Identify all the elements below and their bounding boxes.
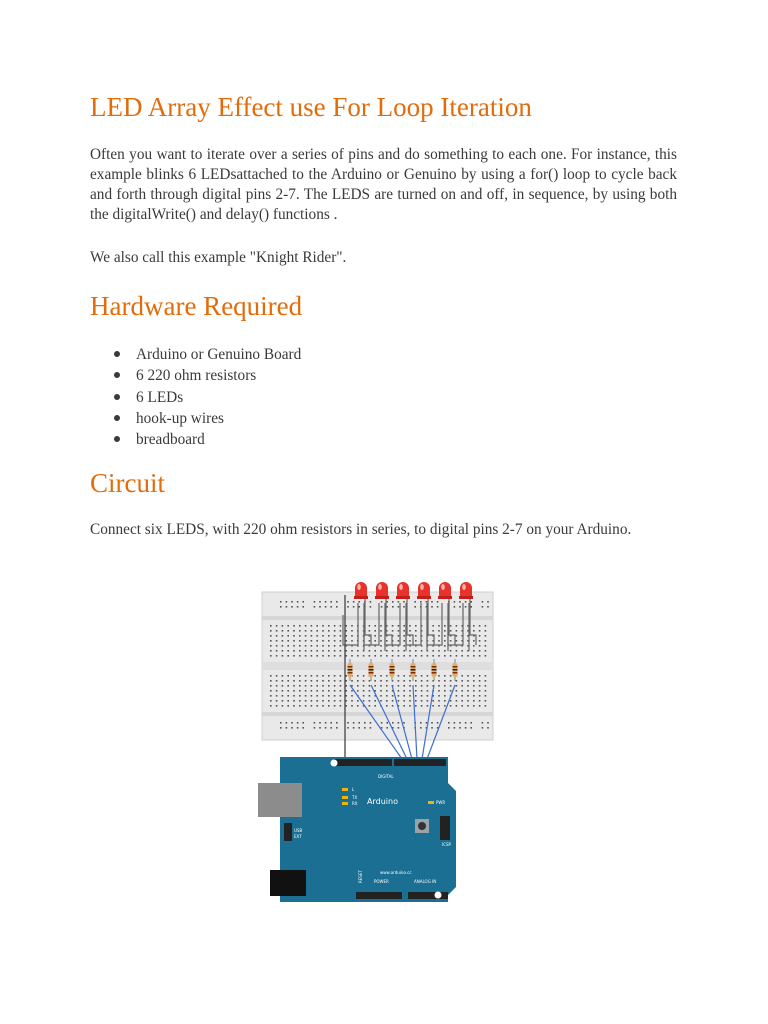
digital-label: DIGITAL	[378, 774, 394, 779]
l-led	[342, 788, 348, 791]
intro-paragraph: Often you want to iterate over a series of pins and do something to each one. For instance, this example blinks 6 LEDsattached to the Arduino or Genuino by using a for() loop to cycle back and forth through digital pins 2-7. The LEDS are turned on and off, in sequence, by using both the digitalWrite() and delay() functions .	[90, 146, 677, 223]
led	[396, 582, 410, 599]
list-item	[112, 344, 301, 365]
mounting-hole	[435, 892, 442, 899]
usb-connector	[258, 783, 302, 817]
list-item	[112, 429, 301, 450]
list-item-text: Arduino or Genuino Board	[136, 346, 302, 363]
digital-header-left	[334, 759, 392, 766]
website-label: www.arduino.cc	[380, 870, 412, 875]
l-label: L	[352, 787, 355, 792]
pwr-led	[428, 801, 434, 804]
reset-label: RESET	[358, 870, 363, 883]
rx-label: RX	[352, 801, 358, 806]
icsp-header	[440, 816, 450, 840]
power-select-jumper	[284, 823, 292, 841]
bullet-icon	[114, 415, 120, 421]
hardware-list	[112, 344, 301, 450]
bullet-icon	[114, 351, 120, 357]
led	[354, 582, 368, 599]
power-label: POWER	[374, 879, 389, 884]
bullet-icon	[114, 394, 120, 400]
circuit-heading: Circuit	[90, 468, 165, 498]
hardware-heading: Hardware Required	[90, 291, 303, 321]
power-header	[356, 892, 402, 899]
usb-label: USB	[294, 828, 303, 833]
list-item-text: 6 LEDs	[136, 388, 184, 406]
led	[417, 582, 431, 599]
circuit-paragraph: Connect six LEDS, with 220 ohm resistors in series, to digital pins 2-7 on your Arduino.	[90, 521, 632, 538]
tx-label: TX	[352, 795, 358, 800]
analog-header	[408, 892, 448, 899]
led	[375, 582, 389, 599]
list-item-text: breadboard	[136, 431, 205, 449]
list-item	[112, 387, 301, 408]
arduino-logo: Arduino	[367, 797, 398, 806]
list-item	[112, 408, 301, 429]
list-item	[112, 365, 301, 386]
list-item-text: 6 220 ohm resistors	[136, 367, 257, 385]
page-title: LED Array Effect use For Loop Iteration	[90, 92, 532, 122]
bullet-icon	[114, 436, 120, 442]
digital-header-right	[394, 759, 446, 766]
analog-in-label: ANALOG IN	[414, 879, 437, 884]
led	[438, 582, 452, 599]
led	[459, 582, 473, 599]
power-jack	[270, 870, 306, 896]
ext-label: EXT	[294, 834, 302, 839]
arduino-board	[258, 757, 456, 902]
mounting-hole	[331, 760, 338, 767]
tx-led	[342, 796, 348, 799]
reset-button-cap	[418, 822, 426, 830]
breadboard	[262, 592, 493, 740]
list-item-text: hook-up wires	[136, 409, 224, 427]
circuit-illustration	[250, 575, 500, 905]
bullet-icon	[114, 372, 120, 378]
icsp-label: ICSP	[442, 842, 451, 847]
pwr-label: PWR	[436, 800, 446, 805]
knight-rider-paragraph: We also call this example "Knight Rider".	[90, 249, 347, 266]
rx-led	[342, 802, 348, 805]
